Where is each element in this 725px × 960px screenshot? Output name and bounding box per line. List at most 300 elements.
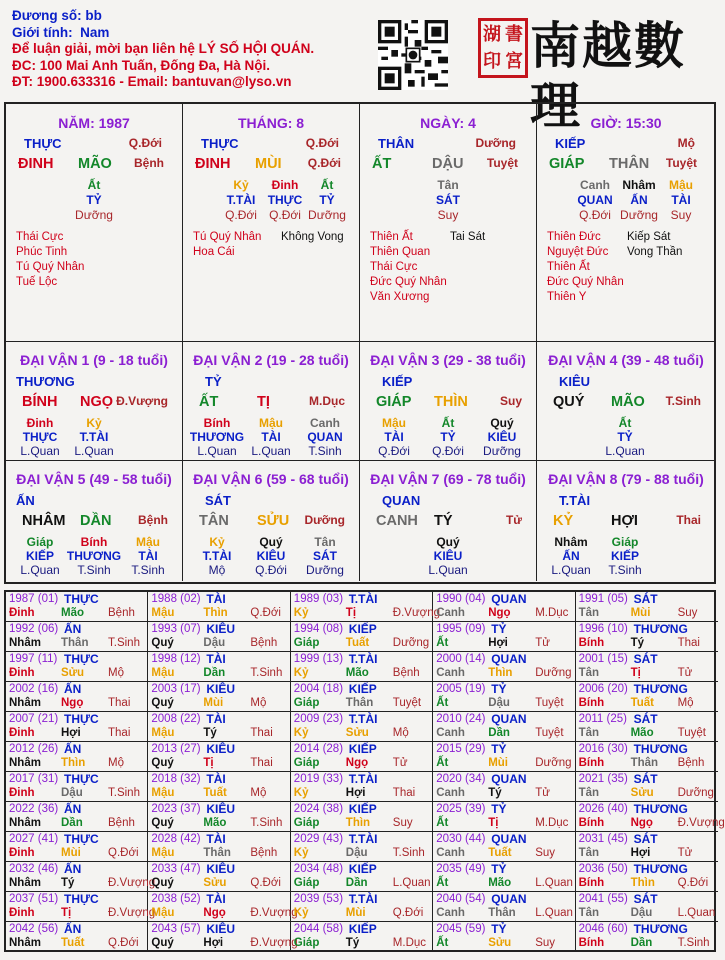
year-stem: Mậu [151, 907, 175, 919]
year-stem: Đinh [9, 667, 35, 679]
year-label: 2004 (18) [293, 683, 344, 695]
hidden-stem [108, 535, 188, 578]
dai-van-star: QUAN [382, 493, 421, 508]
year-stem: Kỷ [293, 787, 309, 799]
star-item: Thiên Y [547, 291, 587, 303]
year-branch: Dần [61, 817, 83, 829]
pillar-star-phase: Mộ [677, 136, 695, 150]
year-label: 2030 (44) [436, 833, 486, 845]
pillar-cell [6, 104, 183, 342]
year-ten-god: SÁT [633, 712, 658, 726]
name-value: bb [85, 8, 102, 23]
year-label: 2033 (47) [151, 863, 201, 875]
year-cell [433, 832, 575, 862]
dai-van-star-row [6, 374, 182, 390]
hidden-stem-god: THỰC [22, 430, 58, 444]
dai-van-title: ĐẠI VẬN 7 (69 - 78 tuổi) [370, 471, 526, 487]
dai-van-phase: Dưỡng [304, 513, 345, 527]
year-stem: Tân [578, 667, 600, 679]
heavenly-stem: ẤT [372, 156, 392, 172]
hidden-stem-name: Ất [87, 178, 101, 192]
hidden-stem-phase: L.Quan [197, 444, 237, 458]
year-stem: Nhâm [9, 757, 41, 769]
year-cell [576, 772, 718, 802]
hidden-stem-god: TỶ [319, 193, 335, 207]
stars-list [193, 230, 261, 260]
year-cell [6, 892, 156, 922]
year-label: 2013 (27) [151, 743, 201, 755]
year-cell [576, 922, 718, 952]
year-ten-god: KIÊU [206, 802, 236, 816]
pillar-star-phase: Q.Đới [305, 136, 339, 150]
hidden-stem [285, 535, 365, 578]
year-cell [6, 862, 156, 892]
year-phase: Bệnh [250, 847, 278, 859]
hidden-stem-phase: L.Quan [251, 444, 291, 458]
year-branch: Tị [345, 607, 357, 619]
dai-van-main-row [183, 513, 359, 529]
stars-list-secondary [281, 230, 344, 245]
year-phase: Bệnh [108, 817, 135, 829]
year-ten-god: T.TÀI [348, 712, 378, 726]
star-item: Tuế Lộc [16, 276, 58, 288]
star-item: Kiếp Sát [627, 231, 671, 243]
hidden-stem-god: TÀI [261, 430, 281, 444]
year-phase: Đ.Vượng [392, 607, 440, 619]
pillar-title: NGÀY: 4 [420, 115, 476, 131]
dai-van-main-row [183, 394, 359, 410]
year-branch: Ngọ [61, 697, 84, 709]
year-label: 1992 (06) [9, 623, 59, 635]
pillar-phase: Tuyệt [665, 156, 697, 170]
year-branch: Dậu [61, 787, 83, 799]
year-ten-god: KIẾP [348, 742, 377, 756]
hidden-stem-phase: L.Quan [551, 563, 591, 577]
year-branch: Dần [203, 667, 226, 679]
year-label: 1996 (10) [578, 623, 628, 635]
dai-van-title: ĐẠI VẬN 4 (39 - 48 tuổi) [548, 352, 704, 368]
year-phase: Dưỡng [535, 667, 572, 679]
year-cell [576, 652, 718, 682]
year-cell [576, 592, 718, 622]
hidden-stem-phase: T.Sinh [308, 444, 342, 458]
year-branch: Tuất [203, 787, 227, 799]
year-branch: Dần [630, 937, 653, 949]
year-phase: L.Quan [535, 907, 573, 919]
year-label: 1991 (05) [578, 593, 628, 605]
dai-van-cell [183, 342, 360, 461]
year-phase: Tử [535, 637, 550, 649]
year-phase: Đ.Vượng [250, 907, 298, 919]
year-stem: Bính [578, 697, 605, 709]
year-cell [6, 802, 148, 832]
pillar-title: NĂM: 1987 [58, 115, 130, 131]
dai-van-phase: Đ.Vượng [116, 394, 168, 408]
year-stem: Quý [151, 697, 174, 709]
earthly-branch: TỊ [257, 394, 270, 410]
year-branch: Thìn [630, 877, 655, 889]
year-stem: Ất [436, 877, 449, 889]
year-stem: Nhâm [9, 937, 41, 949]
year-branch: Thân [630, 757, 659, 769]
hidden-stem-phase: L.Quan [428, 563, 468, 577]
stars-list-secondary [450, 230, 485, 245]
year-phase: Mộ [677, 697, 694, 709]
hidden-stem-phase: Q.Đới [269, 208, 301, 222]
hidden-stem-name: Mậu [259, 416, 283, 430]
year-stem: Ất [436, 937, 449, 949]
year-branch: Tị [488, 817, 499, 829]
heavenly-stem: NHÂM [22, 513, 66, 529]
year-branch: Ngọ [488, 607, 511, 619]
seal-icon: 湖 書 印 宮 [478, 18, 528, 78]
year-phase: Bệnh [108, 607, 135, 619]
year-ten-god: THƯƠNG [633, 682, 688, 696]
year-phase: Thai [250, 757, 273, 769]
year-cell [6, 622, 148, 652]
year-branch: Mão [630, 727, 654, 739]
year-stem: Nhâm [9, 817, 41, 829]
year-phase: Q.Đới [250, 607, 281, 619]
year-stem: Kỷ [293, 727, 309, 739]
year-ten-god: KIẾP [348, 682, 377, 696]
year-stem: Ất [436, 637, 449, 649]
year-label: 2037 (51) [9, 893, 59, 905]
pillar-main-row [537, 156, 715, 172]
year-branch: Hợi [488, 637, 508, 649]
earthly-branch: DẦN [80, 513, 112, 529]
year-stem: Bính [578, 937, 605, 949]
year-stem: Kỷ [293, 907, 309, 919]
year-label: 1990 (04) [436, 593, 486, 605]
year-ten-god: THỰC [64, 652, 99, 666]
star-item: Nguyệt Đức [547, 246, 609, 258]
earthly-branch: SỬU [257, 513, 290, 529]
pillar-phase: Bệnh [134, 156, 164, 170]
hidden-stem-phase: L.Quan [605, 444, 645, 458]
hidden-stem-name: Canh [580, 178, 610, 192]
year-branch: Dậu [488, 697, 510, 709]
year-cell [291, 682, 433, 712]
hidden-stem-phase: Q.Đới [579, 208, 611, 222]
year-stem: Ất [436, 817, 449, 829]
hidden-stem-name: Nhâm [622, 178, 656, 192]
year-cell [148, 622, 290, 652]
hidden-stem-god: SÁT [313, 549, 337, 563]
address-line: ĐC: 100 Mai Anh Tuấn, Đống Đa, Hà Nội. [12, 57, 271, 73]
year-branch: Sửu [488, 937, 512, 949]
year-label: 2012 (26) [9, 743, 59, 755]
year-label: 1993 (07) [151, 623, 201, 635]
year-phase: Tuyệt [535, 727, 564, 739]
year-phase: Dưỡng [535, 757, 572, 769]
year-cell [576, 832, 718, 862]
year-stem: Đinh [9, 727, 35, 739]
star-item: Tú Quý Nhân [16, 261, 85, 273]
hidden-stem-phase: Dưỡng [306, 563, 344, 577]
star-item: Đức Quý Nhân [370, 276, 447, 288]
year-branch: Sửu [203, 877, 227, 889]
dai-van-phase: T.Sinh [665, 394, 701, 408]
hidden-stem-god: QUAN [307, 430, 343, 444]
year-label: 2023 (37) [151, 803, 201, 815]
year-cell [433, 652, 575, 682]
year-phase: Tử [535, 787, 550, 799]
year-label: 2026 (40) [578, 803, 628, 815]
year-stem: Mậu [151, 667, 175, 679]
hidden-stem-phase: Dưỡng [308, 208, 346, 222]
year-stem: Quý [151, 637, 174, 649]
hidden-stem-phase: T.Sinh [77, 563, 111, 577]
year-branch: Tị [203, 757, 214, 769]
hidden-stem-name: Mậu [136, 535, 160, 549]
gender-label: Giới tính: [12, 24, 73, 40]
year-ten-god: ẤN [64, 622, 82, 636]
year-phase: Suy [677, 607, 698, 619]
dai-van-star-row [360, 374, 536, 390]
year-branch: Hợi [345, 787, 366, 799]
year-branch: Mùi [630, 607, 651, 619]
pillar-main-row [6, 156, 182, 172]
year-label: 2015 (29) [436, 743, 486, 755]
year-stem: Nhâm [9, 877, 41, 889]
heavenly-stem: TÂN [199, 513, 229, 529]
hidden-stem-phase: Q.Đới [255, 563, 287, 577]
dai-van-phase: Thai [676, 513, 701, 527]
star-item: Thái Cực [370, 261, 418, 273]
hidden-stem-phase: Suy [670, 208, 692, 222]
hidden-stem-god: KIẾP [610, 549, 639, 563]
year-stem: Quý [151, 817, 174, 829]
hidden-stem [408, 535, 488, 578]
year-ten-god: QUAN [491, 652, 527, 666]
year-cell [6, 772, 148, 802]
year-branch: Tý [203, 727, 217, 739]
year-phase: T.Sinh [250, 817, 283, 829]
star-item: Thiên Ất [370, 231, 413, 243]
hidden-stem [585, 416, 665, 459]
year-branch: Mão [61, 607, 84, 619]
year-ten-god: T.TÀI [348, 592, 378, 606]
year-cell [148, 652, 290, 682]
hidden-stem-god: ẤN [630, 193, 648, 207]
pillar-star-row [183, 136, 359, 152]
year-label: 2001 (15) [578, 653, 628, 665]
year-ten-god: QUAN [491, 892, 527, 906]
year-label: 2041 (55) [578, 893, 628, 905]
pillar-star-phase: Q.Đới [128, 136, 162, 150]
year-branch: Dậu [203, 637, 226, 649]
year-ten-god: THƯƠNG [633, 802, 688, 816]
year-ten-god: SÁT [633, 652, 658, 666]
dai-van-phase: Tử [505, 513, 522, 527]
year-cell [433, 592, 575, 622]
year-ten-god: SÁT [633, 832, 658, 846]
year-phase: Dưỡng [392, 637, 430, 649]
hidden-stem-phase: Dưỡng [620, 208, 658, 222]
year-branch: Tị [61, 907, 72, 919]
year-branch: Mùi [345, 907, 366, 919]
year-label: 2036 (50) [578, 863, 628, 875]
year-phase: Tử [677, 667, 693, 679]
hidden-stem-phase: Q.Đới [225, 208, 257, 222]
qr-code-icon[interactable] [378, 20, 448, 90]
year-ten-god: QUAN [491, 832, 527, 846]
heavenly-stem: GIÁP [549, 156, 585, 172]
year-stem: Nhâm [9, 697, 41, 709]
year-stem: Bính [578, 877, 605, 889]
heavenly-stem: CANH [376, 513, 418, 529]
hidden-stem-name: Đinh [26, 416, 54, 430]
dai-van-star-row [183, 374, 359, 390]
year-phase: Đ.Vượng [250, 937, 298, 949]
dai-van-title: ĐẠI VẬN 3 (29 - 38 tuổi) [370, 352, 526, 368]
year-branch: Tuất [488, 847, 512, 859]
year-phase: Đ.Vượng [677, 817, 725, 829]
hidden-stem-phase: Q.Đới [378, 444, 410, 458]
hidden-stem-god: THỰC [267, 193, 303, 207]
year-cell [148, 742, 290, 772]
hidden-stem-name: Kỷ [86, 416, 102, 430]
year-stem: Canh [436, 607, 465, 619]
year-ten-god: THỰC [64, 772, 99, 786]
year-branch: Mão [488, 877, 512, 889]
hidden-stem-name: Quý [490, 416, 514, 430]
year-ten-god: SÁT [633, 592, 658, 606]
year-branch: Thân [61, 637, 89, 649]
year-phase: Bệnh [392, 667, 420, 679]
year-phase: M.Dục [535, 607, 569, 619]
year-ten-god: ẤN [64, 862, 82, 876]
year-label: 1988 (02) [151, 593, 201, 605]
pillar-star-row [6, 136, 182, 152]
pillar-cell [360, 104, 537, 342]
year-stem: Canh [436, 847, 465, 859]
earthly-branch: DẬU [432, 156, 464, 172]
year-phase: Q.Đới [392, 907, 424, 919]
year-stem: Ất [436, 757, 449, 769]
hidden-stem-name: Giáp [26, 535, 54, 549]
year-phase: T.Sinh [250, 667, 283, 679]
heavenly-stem: KỶ [553, 513, 574, 529]
year-stem: Bính [578, 757, 605, 769]
star-item: Đức Quý Nhân [547, 276, 624, 288]
year-label: 2024 (38) [293, 803, 344, 815]
year-stem: Canh [436, 787, 465, 799]
year-cell [291, 742, 433, 772]
hidden-stem [641, 178, 721, 223]
year-cell [291, 862, 433, 892]
dai-van-star-row [537, 374, 715, 390]
year-label: 2046 (60) [578, 923, 628, 935]
hidden-stem-phase: Dưỡng [483, 444, 521, 458]
year-stem: Giáp [293, 877, 320, 889]
year-phase: Thai [108, 697, 131, 709]
hidden-stem-name: Giáp [611, 535, 639, 549]
year-phase: Mộ [108, 757, 124, 769]
stars-list [370, 230, 447, 305]
pillar-star: THỰC [24, 136, 62, 151]
year-ten-god: TÀI [206, 892, 226, 906]
pillar-phase: Q.Đới [307, 156, 341, 170]
heavenly-stem: BÍNH [22, 394, 58, 410]
dai-van-main-row [360, 394, 536, 410]
year-branch: Tị [630, 667, 641, 679]
year-cell [433, 772, 575, 802]
year-stem: Tân [578, 607, 600, 619]
earthly-branch: TÝ [434, 513, 453, 529]
pillar-star: KIẾP [555, 136, 586, 151]
year-ten-god: KIÊU [206, 742, 236, 756]
hidden-stem-god: TỶ [86, 193, 102, 207]
earthly-branch: THÂN [609, 156, 650, 172]
dai-van-cell [360, 461, 537, 581]
year-phase: M.Dục [392, 937, 427, 949]
year-ten-god: ẤN [64, 922, 82, 936]
year-label: 1995 (09) [436, 623, 486, 635]
year-branch: Sửu [61, 667, 85, 679]
hidden-stem-name: Quý [259, 535, 283, 549]
hidden-stem-phase: L.Quan [20, 444, 60, 458]
year-stem: Tân [578, 847, 600, 859]
dai-van-cell [537, 342, 715, 461]
year-ten-god: TỶ [491, 622, 507, 636]
year-phase: Đ.Vượng [108, 877, 156, 889]
stars-list-secondary [627, 230, 682, 260]
year-branch: Thìn [488, 667, 513, 679]
year-stem: Mậu [151, 847, 175, 859]
year-cell [148, 712, 290, 742]
dai-van-star-row [183, 493, 359, 509]
earthly-branch: NGỌ [80, 394, 114, 410]
year-ten-god: THỰC [64, 892, 99, 906]
year-branch: Sửu [630, 787, 654, 799]
year-stem: Ất [436, 697, 449, 709]
year-ten-god: THỰC [64, 592, 99, 606]
year-stem: Quý [151, 757, 174, 769]
year-label: 1989 (03) [293, 593, 344, 605]
year-label: 2017 (31) [9, 773, 59, 785]
hidden-stem-phase: Q.Đới [432, 444, 464, 458]
year-ten-god: QUAN [491, 592, 527, 606]
hidden-stem-phase: T.Sinh [608, 563, 642, 577]
year-phase: Mộ [250, 697, 267, 709]
hidden-stem-name: Quý [436, 535, 460, 549]
year-branch: Mão [203, 817, 227, 829]
year-cell [576, 802, 725, 832]
gender-value: Nam [80, 24, 110, 40]
year-ten-god: QUAN [491, 772, 527, 786]
year-label: 2031 (45) [578, 833, 628, 845]
year-ten-god: KIÊU [206, 922, 236, 936]
year-branch: Mùi [61, 847, 81, 859]
year-ten-god: KIẾP [348, 922, 377, 936]
year-phase: Đ.Vượng [108, 907, 156, 919]
year-label: 2034 (48) [293, 863, 344, 875]
hidden-stem-name: Kỷ [209, 535, 225, 549]
dai-van-star: THƯƠNG [16, 374, 75, 389]
year-phase: Suy [392, 817, 413, 829]
year-ten-god: THƯƠNG [633, 862, 688, 876]
dai-van-title: ĐẠI VẬN 2 (19 - 28 tuổi) [193, 352, 349, 368]
hidden-stem-god: THƯƠNG [189, 430, 245, 444]
pillar-star: THỰC [201, 136, 239, 151]
year-branch: Thìn [61, 757, 86, 769]
year-cell [148, 592, 290, 622]
hidden-stem-god: TỶ [440, 430, 456, 444]
year-ten-god: KIẾP [348, 802, 377, 816]
hidden-stem-name: Tân [314, 535, 336, 549]
